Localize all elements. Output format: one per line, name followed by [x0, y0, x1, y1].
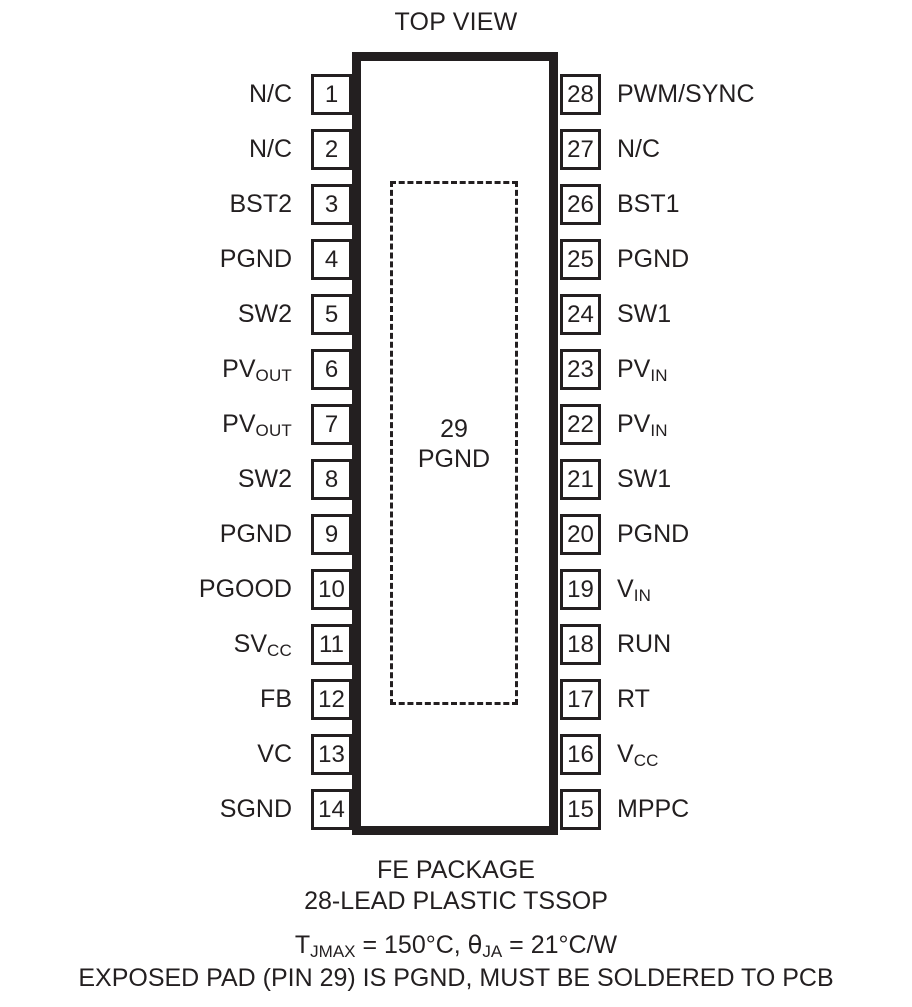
pin-number-box[interactable]: 13 — [311, 734, 352, 775]
pin-row — [0, 239, 352, 280]
pin-row — [0, 789, 352, 830]
pin-number-box[interactable]: 8 — [311, 459, 352, 500]
caption-package-description: 28-LEAD PLASTIC TSSOP — [304, 887, 608, 915]
pin-row — [0, 404, 352, 445]
pin-name-base: SW2 — [237, 465, 292, 493]
pin-number-box[interactable]: 9 — [311, 514, 352, 555]
pin-row — [560, 349, 912, 390]
pin-row — [0, 349, 352, 390]
pin-name-subscript: CC — [633, 750, 659, 770]
theta-subscript: JA — [482, 941, 503, 961]
pin-name-label — [617, 790, 689, 829]
pin-name-label — [617, 405, 668, 446]
pin-name-label — [617, 735, 659, 776]
top-view-title: TOP VIEW — [394, 8, 518, 36]
pin-name-base: BST1 — [617, 190, 680, 218]
pin-name-label — [220, 240, 292, 279]
pin-name-base: SGND — [219, 795, 292, 823]
pin-name-base: SW1 — [617, 465, 672, 493]
pin-number-box[interactable]: 18 — [560, 624, 601, 665]
pin-name-label — [260, 680, 292, 719]
pin-row — [0, 74, 352, 115]
pin-name-base: RUN — [617, 630, 672, 658]
pin-number-box[interactable]: 24 — [560, 294, 601, 335]
pin-name-label — [249, 130, 292, 169]
pin-number-box[interactable]: 6 — [311, 349, 352, 390]
pin-name-label — [617, 570, 651, 611]
pin-row — [560, 239, 912, 280]
pin-name-base: PGOOD — [198, 575, 292, 603]
pin-name-label — [617, 350, 668, 391]
pin-name-label — [220, 790, 292, 829]
pin-name-label — [238, 295, 292, 334]
pin-row — [0, 624, 352, 665]
pin-name-label — [249, 75, 292, 114]
pin-name-base: V — [617, 740, 634, 768]
pin-number-box[interactable]: 10 — [311, 569, 352, 610]
pin-row — [560, 679, 912, 720]
pin-row — [0, 459, 352, 500]
pin-name-base: RT — [617, 685, 650, 713]
pin-name-base: PGND — [617, 245, 690, 273]
pin-number-box[interactable]: 19 — [560, 569, 601, 610]
pin-name-label — [617, 130, 660, 169]
pin-name-base: N/C — [248, 80, 292, 108]
pin-name-base: PGND — [617, 520, 690, 548]
pin-name-label — [617, 680, 650, 719]
package-caption — [0, 855, 912, 994]
pin-row — [0, 514, 352, 555]
pin-name-label — [617, 515, 689, 554]
pin-number-box[interactable]: 14 — [311, 789, 352, 830]
pin-row — [0, 184, 352, 225]
pin-name-base: N/C — [248, 135, 292, 163]
pin-number-box[interactable]: 26 — [560, 184, 601, 225]
pin-row — [560, 294, 912, 335]
pin-number-box[interactable]: 23 — [560, 349, 601, 390]
theta-value: = 21°C/W — [502, 931, 618, 959]
pin-name-label — [617, 240, 689, 279]
pin-name-base: N/C — [617, 135, 661, 163]
pin-name-label — [617, 185, 680, 224]
tjmax-subscript: JMAX — [310, 941, 356, 961]
pin-name-subscript: OUT — [255, 420, 292, 440]
pin-name-label — [617, 75, 755, 114]
pin-name-base: PWM/SYNC — [617, 80, 755, 108]
pin-number-box[interactable]: 11 — [311, 624, 352, 665]
exposed-pad-name: PGND — [417, 445, 491, 473]
pin-name-label — [617, 625, 671, 664]
pin-name-label — [257, 735, 292, 774]
pin-number-box[interactable]: 7 — [311, 404, 352, 445]
pin-number-box[interactable]: 21 — [560, 459, 601, 500]
pin-name-base: PV — [617, 410, 651, 438]
pin-row — [560, 184, 912, 225]
pin-name-subscript: CC — [267, 640, 292, 660]
pin-name-base: V — [617, 575, 634, 603]
pin-name-base: VC — [257, 740, 292, 768]
pin-row — [560, 789, 912, 830]
pin-name-label — [238, 460, 292, 499]
pin-name-base: SW2 — [237, 300, 292, 328]
pin-number-box[interactable]: 16 — [560, 734, 601, 775]
pin-row — [560, 514, 912, 555]
pin-row — [560, 74, 912, 115]
caption-package-name: FE PACKAGE — [377, 856, 535, 884]
pin-row — [560, 459, 912, 500]
pin-row — [560, 734, 912, 775]
caption-exposed-pad-note: EXPOSED PAD (PIN 29) IS PGND, MUST BE SOLDERED TO PCB — [78, 964, 834, 992]
pin-name-subscript: IN — [650, 420, 668, 440]
pin-name-label — [199, 570, 292, 609]
pin-name-base: BST2 — [229, 190, 292, 218]
pin-number-box[interactable]: 3 — [311, 184, 352, 225]
pin-row — [0, 734, 352, 775]
pin-row — [560, 129, 912, 170]
tjmax-value: = 150°C, — [355, 931, 468, 959]
pin-row — [0, 294, 352, 335]
exposed-pad-number: 29 — [440, 415, 468, 443]
pin-row — [0, 679, 352, 720]
pin-name-base: PGND — [219, 520, 292, 548]
pin-name-label — [222, 350, 292, 391]
pin-number-box[interactable]: 17 — [560, 679, 601, 720]
pin-number-box[interactable]: 15 — [560, 789, 601, 830]
pin-name-label — [617, 295, 671, 334]
pin-number-box[interactable]: 1 — [311, 74, 352, 115]
pin-name-base: PV — [617, 355, 651, 383]
theta-symbol: θ — [467, 931, 483, 959]
pin-name-base: PV — [222, 410, 256, 438]
pin-name-base: PV — [222, 355, 256, 383]
pin-number-box[interactable]: 22 — [560, 404, 601, 445]
pin-number-box[interactable]: 27 — [560, 129, 601, 170]
pin-number-box[interactable]: 20 — [560, 514, 601, 555]
pin-name-subscript: OUT — [255, 365, 292, 385]
pin-name-base: SW1 — [617, 300, 672, 328]
pin-name-label — [234, 625, 292, 666]
pin-row — [560, 624, 912, 665]
pin-number-box[interactable]: 25 — [560, 239, 601, 280]
pin-number-box[interactable]: 5 — [311, 294, 352, 335]
pin-number-box[interactable]: 12 — [311, 679, 352, 720]
pin-name-label — [222, 405, 292, 446]
pin-name-label — [220, 515, 292, 554]
pin-row — [560, 404, 912, 445]
pin-name-subscript: IN — [633, 585, 652, 605]
pin-name-base: SV — [233, 630, 268, 658]
pin-number-box[interactable]: 28 — [560, 74, 601, 115]
pin-name-base: FB — [260, 685, 292, 713]
pin-number-box[interactable]: 4 — [311, 239, 352, 280]
pin-row — [560, 569, 912, 610]
pin-name-subscript: IN — [650, 365, 668, 385]
tjmax-symbol: T — [294, 931, 311, 959]
pin-row — [0, 129, 352, 170]
pin-name-base: PGND — [219, 245, 292, 273]
pin-row — [0, 569, 352, 610]
exposed-pad-label — [390, 414, 518, 474]
pin-name-label — [229, 185, 292, 224]
pin-name-base: MPPC — [617, 795, 690, 823]
pin-name-label — [617, 460, 671, 499]
pin-number-box[interactable]: 2 — [311, 129, 352, 170]
caption-thermal-specs — [0, 930, 912, 963]
